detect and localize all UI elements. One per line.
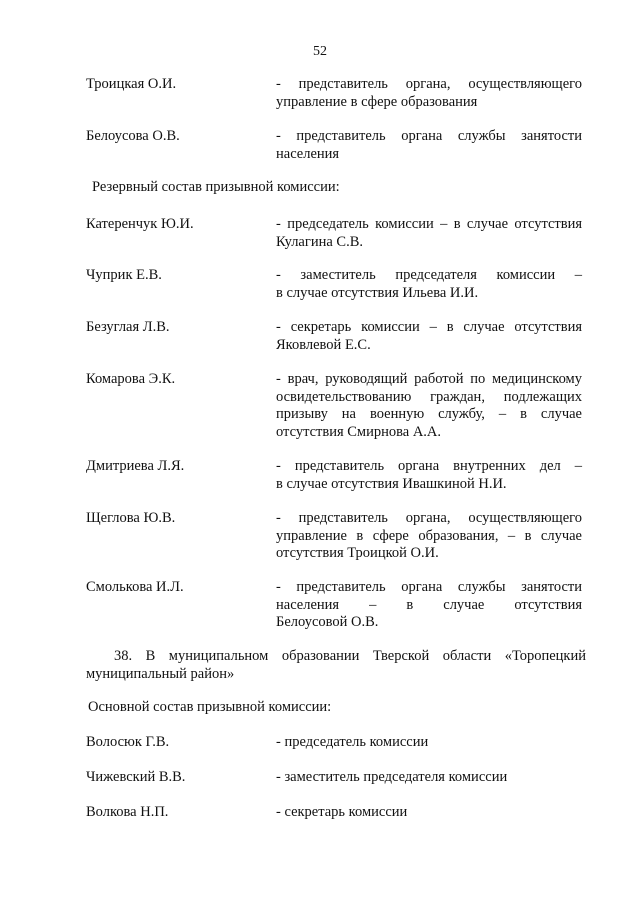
role-line: призыву на военную службу, – в случае bbox=[276, 406, 582, 422]
role-line: Кулагина С.В. bbox=[276, 233, 363, 250]
role-line: - врач, руководящий работой по медицинскому bbox=[276, 371, 582, 387]
member-name: Чижевский В.В. bbox=[86, 769, 186, 785]
role-line: в случае отсутствия Ивашкиной Н.И. bbox=[276, 475, 507, 492]
role-line: Белоусовой О.В. bbox=[276, 614, 379, 630]
role-line: управление в сфере образования bbox=[276, 93, 478, 110]
role-line: - представитель органа внутренних дел – bbox=[276, 458, 582, 474]
member-name: Троицкая О.И. bbox=[86, 76, 177, 92]
role-line: - представитель органа, осуществляющего bbox=[276, 510, 582, 526]
member-role bbox=[276, 319, 582, 354]
role-line: - секретарь комиссии bbox=[276, 804, 408, 820]
member-name: Белоусова О.В. bbox=[86, 128, 180, 144]
member-name: Волкова Н.П. bbox=[86, 804, 169, 820]
member-role bbox=[276, 458, 582, 493]
member-name: Безуглая Л.В. bbox=[86, 319, 170, 335]
member-role bbox=[276, 510, 582, 563]
section-38-paragraph bbox=[86, 648, 586, 683]
member-role bbox=[276, 804, 582, 822]
page-number: 52 bbox=[313, 44, 327, 59]
member-name: Комарова Э.К. bbox=[86, 371, 176, 387]
role-line: - представитель органа службы занятости bbox=[276, 128, 582, 144]
role-line: отсутствия Троицкой О.И. bbox=[276, 545, 439, 561]
role-line: - заместитель председателя комиссии bbox=[276, 769, 508, 785]
member-name: Смолькова И.Л. bbox=[86, 579, 184, 595]
member-role bbox=[276, 128, 582, 163]
role-line: - представитель органа, осуществляющего bbox=[276, 76, 582, 92]
role-line: - представитель органа службы занятости bbox=[276, 579, 582, 595]
member-name: Катеренчук Ю.И. bbox=[86, 216, 194, 232]
paragraph-line: муниципальный район» bbox=[86, 665, 235, 682]
paragraph-line: 38. В муниципальном образовании Тверской области «Торопецкий bbox=[114, 648, 586, 664]
role-line: освидетельствованию граждан, подлежащих bbox=[276, 388, 582, 405]
member-role bbox=[276, 734, 582, 752]
member-role bbox=[276, 769, 582, 787]
member-role bbox=[276, 579, 582, 632]
member-role bbox=[276, 371, 582, 441]
role-line: - председатель комиссии – в случае отсутствия bbox=[276, 216, 582, 232]
role-line: населения bbox=[276, 145, 340, 162]
role-line: Яковлевой Е.С. bbox=[276, 336, 371, 353]
member-name: Щеглова Ю.В. bbox=[86, 510, 176, 526]
role-line: населения – в случае отсутствия bbox=[276, 596, 582, 613]
role-line: отсутствия Смирнова А.А. bbox=[276, 423, 442, 440]
main-heading: Основной состав призывной комиссии: bbox=[88, 699, 332, 715]
member-role bbox=[276, 267, 582, 302]
member-role bbox=[276, 216, 582, 251]
member-name: Волосюк Г.В. bbox=[86, 734, 170, 750]
member-role bbox=[276, 76, 582, 111]
member-name: Дмитриева Л.Я. bbox=[86, 458, 185, 474]
role-line: в случае отсутствия Ильева И.И. bbox=[276, 284, 479, 301]
member-name: Чуприк Е.В. bbox=[86, 267, 162, 283]
role-line: управление в сфере образования, – в случае bbox=[276, 527, 582, 544]
reserve-heading: Резервный состав призывной комиссии: bbox=[92, 179, 340, 195]
role-line: - заместитель председателя комиссии – bbox=[276, 267, 582, 283]
role-line: - председатель комиссии bbox=[276, 734, 429, 750]
role-line: - секретарь комиссии – в случае отсутствия bbox=[276, 319, 582, 335]
